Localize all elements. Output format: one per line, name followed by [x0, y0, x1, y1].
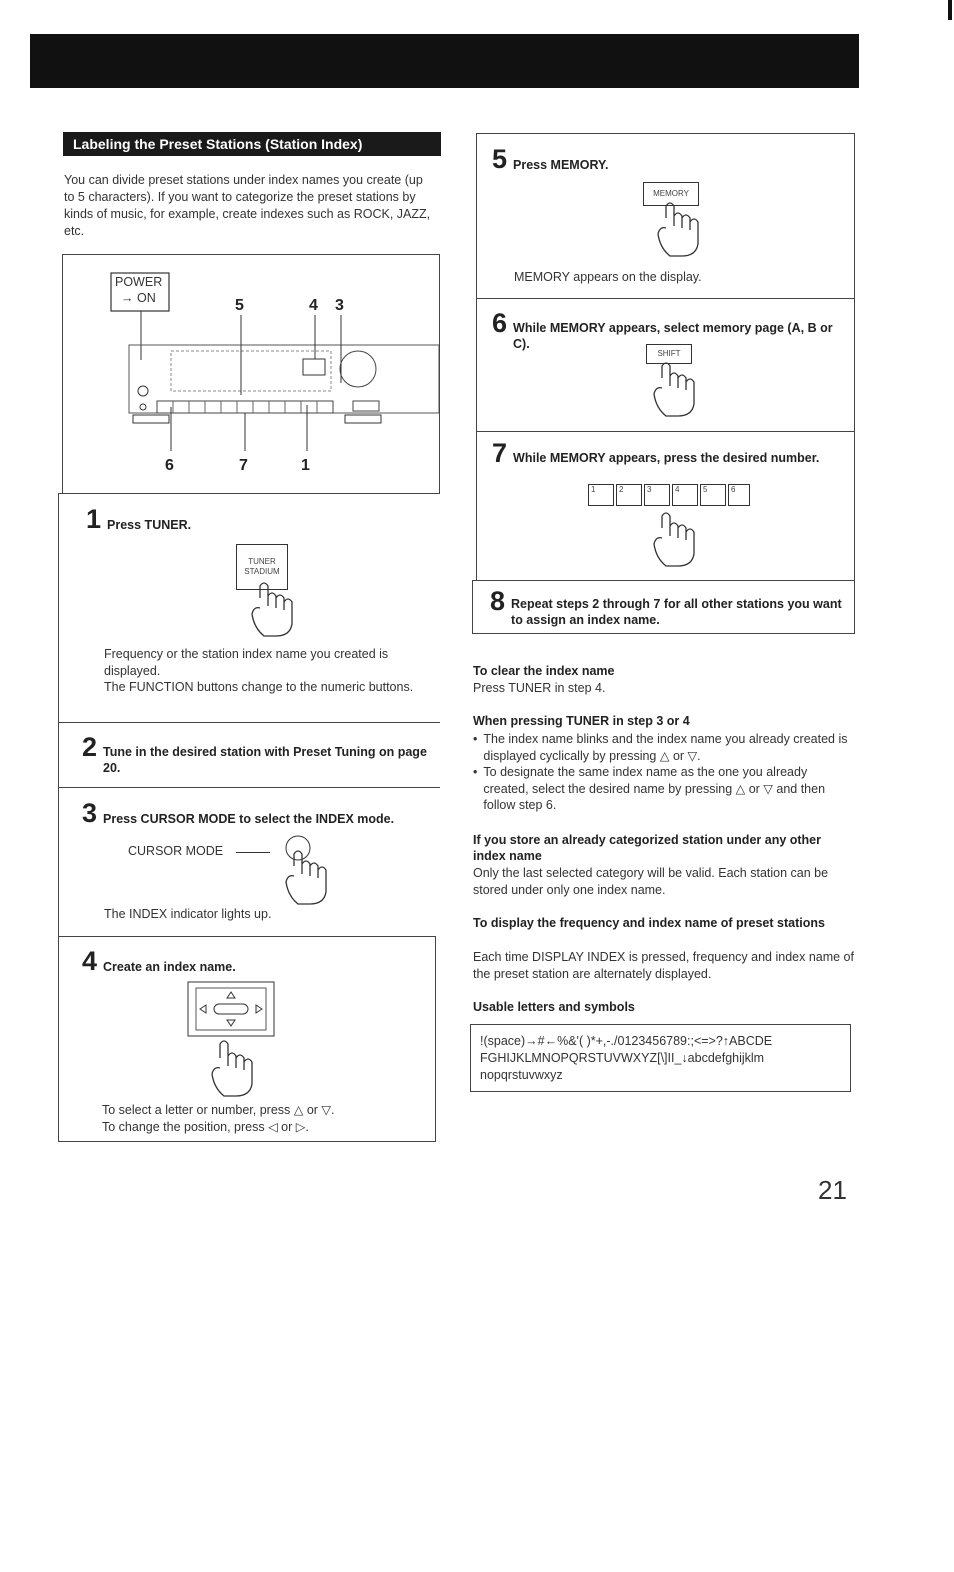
step-7-header — [492, 440, 848, 467]
power-on-label: → ON — [121, 291, 156, 305]
step-6-title: While MEMORY appears, select memory page (A, B or C). — [513, 321, 833, 351]
intro-text: You can divide preset stations under index names you create (up to 5 characters). If you want to categorize the preset stations by kinds of music, for example, create indexes such as ROCK, JAZZ, etc. — [64, 173, 431, 238]
hand-icon — [652, 510, 702, 570]
diagram-number-3: 3 — [335, 297, 344, 314]
hand-icon — [250, 580, 300, 640]
pressing-bullets — [473, 731, 855, 814]
shift-key: SHIFT — [646, 344, 692, 364]
step-4-number: 4 — [82, 946, 98, 976]
cursor-mode-button-icon — [280, 832, 340, 912]
step-5-text: MEMORY appears on the display. — [514, 270, 702, 284]
step-4-text-1: To select a letter or number, press △ or ▽. — [102, 1103, 335, 1117]
step-1-number: 1 — [86, 504, 102, 534]
number-key-5: 5 — [700, 484, 726, 506]
clear-text: Press TUNER in step 4. — [473, 681, 606, 695]
step-5-title: Press MEMORY. — [513, 158, 609, 172]
display-text: Each time DISPLAY INDEX is pressed, frequency and index name of the preset station are alternately displayed. — [473, 950, 854, 981]
step-7-title: While MEMORY appears, press the desired number. — [513, 451, 820, 465]
diagram-number-7: 7 — [239, 457, 248, 474]
step-8-header — [490, 588, 850, 628]
receiver-diagram-box — [62, 254, 440, 494]
hand-icon — [656, 200, 706, 260]
number-key-3: 3 — [644, 484, 670, 506]
list-item: • To designate the same index name as the one you already created, select the desired name by pressing △ or ▽ and then follow step 6. — [473, 765, 826, 812]
store-text: Only the last selected category will be valid. Each station can be stored under only one index name. — [473, 866, 829, 897]
number-key-6: 6 — [728, 484, 750, 506]
step-1-text-1: Frequency or the station index name you created is displayed. — [104, 647, 389, 678]
diagram-number-5: 5 — [235, 297, 244, 314]
step-4-title: Create an index name. — [103, 960, 236, 974]
usable-heading: Usable letters and symbols — [473, 1000, 635, 1014]
display-heading: To display the frequency and index name of preset stations — [473, 916, 825, 930]
usable-line-3: nopqrstuvwxyz — [480, 1068, 563, 1082]
pressing-heading: When pressing TUNER in step 3 or 4 — [473, 714, 690, 728]
step-4-text-2: To change the position, press ◁ or ▷. — [102, 1120, 309, 1134]
step-1-title: Press TUNER. — [107, 518, 192, 532]
cursor-mode-label: CURSOR MODE — [128, 844, 224, 858]
tuner-key: TUNER STADIUM — [236, 544, 288, 590]
header-bar — [30, 34, 859, 88]
page-number: 21 — [818, 1175, 847, 1205]
store-heading: If you store an already categorized station under any other index name — [473, 833, 821, 863]
list-item: • The index name blinks and the index name you already created is displayed cyclically by pressing △ or ▽. — [473, 732, 848, 763]
step-8-number: 8 — [490, 586, 506, 616]
step-2-title: Tune in the desired station with Preset Tuning on page 20. — [103, 745, 427, 775]
hand-icon — [210, 1038, 260, 1102]
step-3-header — [82, 800, 394, 827]
step-5-header — [492, 146, 608, 173]
clear-heading: To clear the index name — [473, 664, 615, 678]
arrow-pad-icon — [186, 980, 276, 1040]
step-7-number: 7 — [492, 438, 508, 468]
step-2-header — [82, 734, 434, 776]
step-5-number: 5 — [492, 144, 508, 174]
step-8-title: Repeat steps 2 through 7 for all other stations you want to assign an index name. — [511, 597, 842, 627]
diagram-number-4: 4 — [309, 297, 318, 314]
usable-line-1: !(space)→#←%&'( )*+,-./0123456789:;<=>?↑ABCDE — [480, 1034, 773, 1048]
power-label: POWER — [115, 275, 163, 289]
step-6-number: 6 — [492, 308, 508, 338]
step-3-number: 3 — [82, 798, 98, 828]
step-1-text-2: The FUNCTION buttons change to the numeric buttons. — [104, 680, 414, 694]
step-4-right-edge — [435, 936, 436, 1142]
number-key-1: 1 — [588, 484, 614, 506]
step-3-text: The INDEX indicator lights up. — [104, 907, 272, 921]
usable-line-2: FGHIJKLMNOPQRSTUVWXYZ[\]II_↓abcdefghijklm — [480, 1051, 765, 1065]
diagram-number-6: 6 — [165, 457, 174, 474]
hand-icon — [652, 360, 702, 420]
memory-key: MEMORY — [643, 182, 699, 206]
number-key-4: 4 — [672, 484, 698, 506]
section-title: Labeling the Preset Stations (Station Index) — [63, 132, 441, 156]
number-key-2: 2 — [616, 484, 642, 506]
receiver-diagram — [63, 255, 439, 495]
step-4-header — [82, 948, 236, 975]
cursor-mode-leader — [236, 852, 270, 853]
step-1-header — [86, 506, 191, 533]
step-3-title: Press CURSOR MODE to select the INDEX mode. — [103, 812, 395, 826]
step-2-number: 2 — [82, 732, 98, 762]
diagram-number-1: 1 — [301, 457, 310, 474]
edge-mark — [948, 0, 952, 20]
